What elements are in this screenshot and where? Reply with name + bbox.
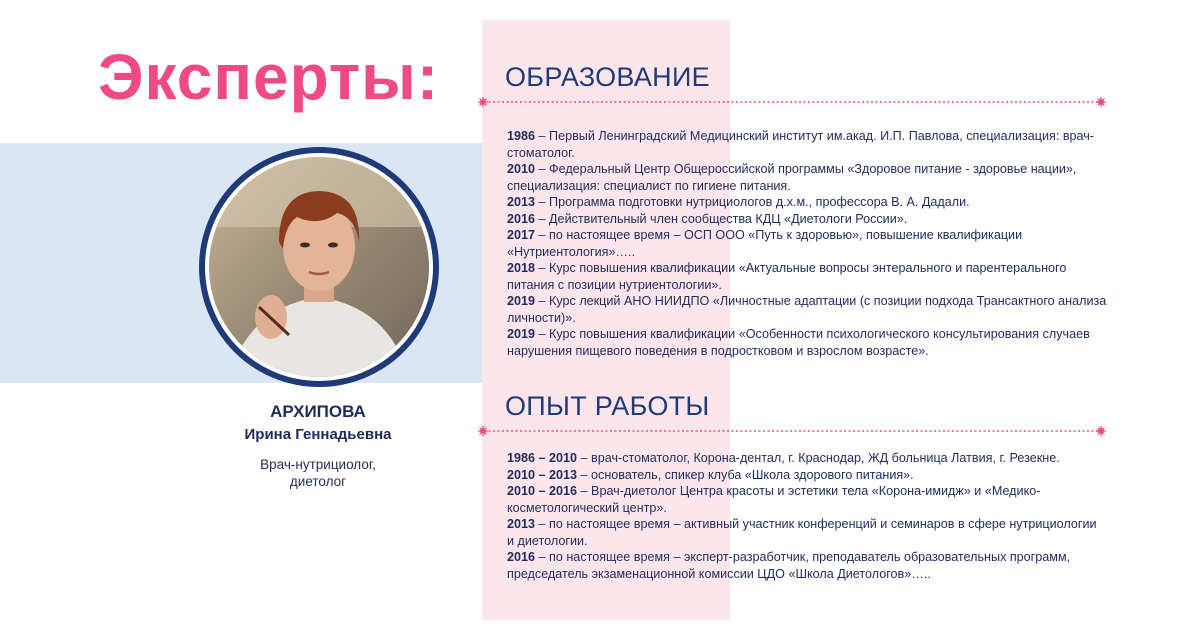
expert-given-names: Ирина Геннадьевна bbox=[244, 426, 392, 443]
experience-item: 2010 – 2013 – основатель, спикер клуба «Школа здорового питания». bbox=[507, 467, 914, 482]
expert-role bbox=[168, 456, 468, 490]
education-item: 2019 – Курс лекций АНО НИИДПО «Личностные адаптации (с позиции подхода Трансактного анализа личности)». bbox=[507, 294, 1107, 325]
experience-heading: ОПЫТ РАБОТЫ bbox=[505, 391, 710, 421]
education-item: 2018 – Курс повышения квалификации «Актуальные вопросы энтерального и парентерального питания с позиции нутриентологии». bbox=[507, 261, 1067, 292]
expert-photo-frame bbox=[199, 147, 439, 387]
page-title: Эксперты: bbox=[98, 41, 440, 113]
expert-surname: АРХИПОВА bbox=[270, 402, 366, 421]
experience-list bbox=[507, 450, 1107, 582]
expert-role-line-2: диетолог bbox=[289, 474, 347, 489]
experience-item: 2010 – 2016 – Врач-диетолог Центра красоты и эстетики тела «Корона-имидж» и «Медико-косметологический центр». bbox=[507, 484, 1041, 515]
experience-item: 2013 – по настоящее время – активный участник конференций и семинаров в сфере нутрициологии и диетологии. bbox=[507, 517, 1097, 548]
education-item: 2019 – Курс повышения квалификации «Особенности психологического консультирования случаев нарушения пищевого поведения в подростковом и взрослом возрасте». bbox=[507, 327, 1090, 358]
experience-item: 2016 – по настоящее время – эксперт-разработчик, преподаватель образовательных программ, председатель экзаменационной комиссии ЦДО «Школа Диетологов»….. bbox=[507, 550, 1071, 581]
expert-role-line-1: Врач-нутрициолог, bbox=[260, 457, 376, 472]
education-item: 2013 – Программа подготовки нутрициологов д.х.м., профессора В. А. Дадали. bbox=[507, 195, 970, 209]
education-divider bbox=[476, 95, 1108, 109]
expert-photo bbox=[209, 157, 429, 377]
education-heading: ОБРАЗОВАНИЕ bbox=[505, 62, 710, 92]
experience-item: 1986 – 2010 – врач-стоматолог, Корона-дентал, г. Краснодар, ЖД больница Латвия, г. Резекне. bbox=[507, 451, 1060, 465]
education-item: 2017 – по настоящее время – ОСП ООО «Путь к здоровью», повышение квалификации «Нутриентология»….. bbox=[507, 228, 1023, 259]
education-item: 2010 – Федеральный Центр Общероссийской программы «Здоровое питание - здоровье нации», специализация: специалист по гигиене питания. bbox=[507, 162, 1077, 193]
education-item: 2016 – Действительный член сообщества КДЦ «Диетологи России». bbox=[507, 211, 908, 226]
education-item: 1986 – Первый Ленинградский Медицинский институт им.акад. И.П. Павлова, специализация: врач-стоматолог. bbox=[507, 129, 1095, 160]
education-list bbox=[507, 128, 1107, 359]
experience-divider bbox=[476, 424, 1108, 438]
